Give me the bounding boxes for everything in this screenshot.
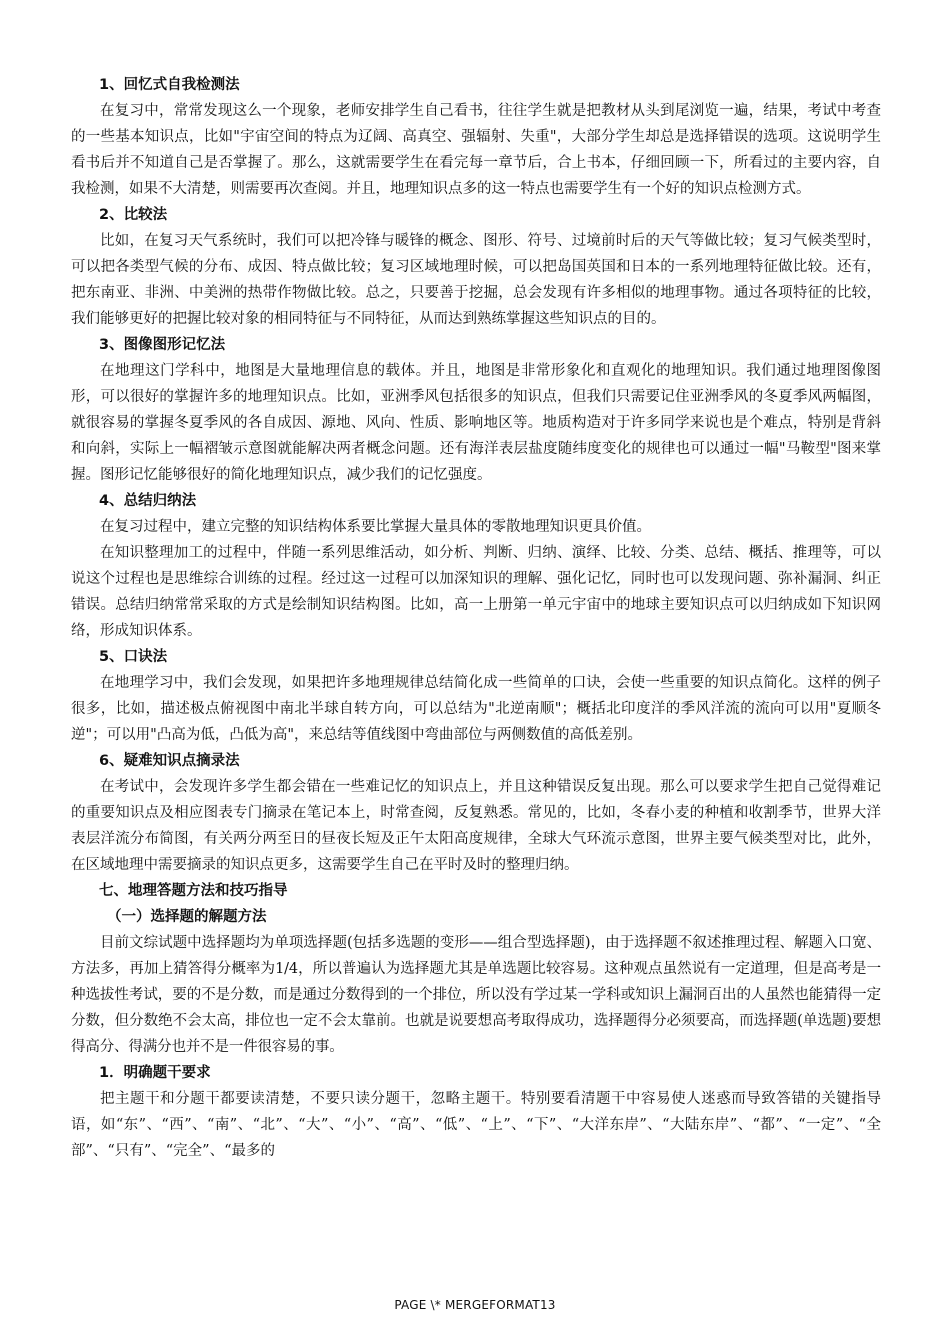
- heading-answer-techniques: 七、地理答题方法和技巧指导: [99, 883, 288, 899]
- page-footer: PAGE \* MERGEFORMAT13: [394, 1298, 556, 1312]
- paragraph-clarify-question: 把主题干和分题干都要读清楚，不要只读分题干，忽略主题干。特别要看清题干中容易使人迷惑而导致答错的关键指导语，如“东”、“西”、“南”、“北”、“大”、“小”、“高”、“低”、“上”、“下”、“大洋东岸”、“大陆东岸”、“都”、“一定”、“全部”、“只有”、“完全”、“最多的: [71, 1091, 882, 1159]
- heading-multiple-choice-methods: （一）选择题的解题方法: [107, 909, 267, 925]
- heading-clarify-question: 1．明确题干要求: [99, 1065, 211, 1081]
- paragraph-image-memory-method: 在地理这门学科中，地图是大量地理信息的载体。并且，地图是非常形象化和直观化的地理知识。我们通过地理图像图形，可以很好的掌握许多的地理知识点。比如，亚洲季风包括很多的知识点，但我们只需要记住亚洲季风的冬夏季风两幅图，就很容易的掌握冬夏季风的各自成因、源地、风向、性质、影响地区等。地质构造对于许多同学来说也是个难点，特别是背斜和向斜，实际上一幅褶皱示意图就能解决两者概念问题。还有海洋表层盐度随纬度变化的规律也可以通过一幅"马鞍型"图来掌握。图形记忆能够很好的简化地理知识点，减少我们的记忆强度。: [71, 363, 881, 483]
- heading-mnemonic-method: 5、口诀法: [99, 649, 168, 665]
- heading-excerpt-method: 6、疑难知识点摘录法: [99, 753, 240, 769]
- heading-comparison-method: 2、比较法: [99, 207, 168, 223]
- paragraph-mnemonic-method: 在地理学习中，我们会发现，如果把许多地理规律总结简化成一些简单的口诀，会使一些重要的知识点简化。这样的例子很多，比如，描述极点俯视图中南北半球自转方向，可以总结为"北逆南顺"；概括北印度洋的季风洋流的流向可以用"夏顺冬逆"；可以用"凸高为低，凸低为高"，来总结等值线图中弯曲部位与两侧数值的高低差别。: [71, 675, 881, 743]
- paragraph-summary-method-1: 在复习过程中，建立完整的知识结构体系要比掌握大量具体的零散地理知识更具价值。: [100, 519, 651, 535]
- paragraph-comparison-method: 比如，在复习天气系统时，我们可以把冷锋与暖锋的概念、图形、符号、过境前时后的天气等做比较；复习气候类型时，可以把各类型气候的分布、成因、特点做比较；复习区域地理时候，可以把岛国英国和日本的一系列地理特征做比较。还有，把东南亚、非洲、中美洲的热带作物做比较。总之，只要善于挖掘，总会发现有许多相似的地理事物。通过各项特征的比较，我们能够更好的把握比较对象的相同特征与不同特征，从而达到熟练掌握这些知识点的目的。: [71, 233, 881, 327]
- heading-image-memory-method: 3、图像图形记忆法: [99, 337, 226, 353]
- heading-summary-method: 4、总结归纳法: [99, 493, 197, 509]
- heading-recall-method: 1、回忆式自我检测法: [99, 77, 240, 93]
- paragraph-summary-method-2: 在知识整理加工的过程中，伴随一系列思维活动，如分析、判断、归纳、演绎、比较、分类、总结、概括、推理等，可以说这个过程也是思维综合训练的过程。经过这一过程可以加深知识的理解、强化记忆，同时也可以发现问题、弥补漏洞、纠正错误。总结归纳常常采取的方式是绘制知识结构图。比如，高一上册第一单元宇宙中的地球主要知识点可以归纳成如下知识网络，形成知识体系。: [71, 545, 881, 639]
- paragraph-multiple-choice-methods: 目前文综试题中选择题均为单项选择题(包括多选题的变形——组合型选择题)，由于选择题不叙述推理过程、解题入口宽、方法多，再加上猜答得分概率为1/4，所以普遍认为选择题尤其是单选题比较容易。这种观点虽然说有一定道理，但是高考是一种选拔性考试，要的不是分数，而是通过分数得到的一个排位，所以没有学过某一学科或知识上漏洞百出的人虽然也能猜得一定分数，但分数绝不会太高，排位也一定不会太靠前。也就是说要想高考取得成功，选择题得分必须要高，而选择题(单选题)要想得高分、得满分也并不是一件很容易的事。: [71, 935, 881, 1055]
- paragraph-recall-method: 在复习中，常常发现这么一个现象，老师安排学生自己看书，往往学生就是把教材从头到尾浏览一遍，结果，考试中考查的一些基本知识点，比如"宇宙空间的特点为辽阔、高真空、强辐射、失重"，大部分学生却总是选择错误的选项。这说明学生看书后并不知道自己是否掌握了。那么，这就需要学生在看完每一章节后，合上书本，仔细回顾一下，所看过的主要内容，自我检测，如果不大清楚，则需要再次查阅。并且，地理知识点多的这一特点也需要学生有一个好的知识点检测方式。: [71, 103, 881, 197]
- paragraph-excerpt-method: 在考试中，会发现许多学生都会错在一些难记忆的知识点上，并且这种错误反复出现。那么可以要求学生把自己觉得难记的重要知识点及相应图表专门摘录在笔记本上，时常查阅，反复熟悉。常见的，比如，冬春小麦的种植和收割季节，世界大洋表层洋流分布简图，有关两分两至日的昼夜长短及正午太阳高度规律，全球大气环流示意图，世界主要气候类型对比，此外，在区域地理中需要摘录的知识点更多，这需要学生自己在平时及时的整理归纳。: [71, 779, 881, 873]
- document-body: [71, 72, 881, 1164]
